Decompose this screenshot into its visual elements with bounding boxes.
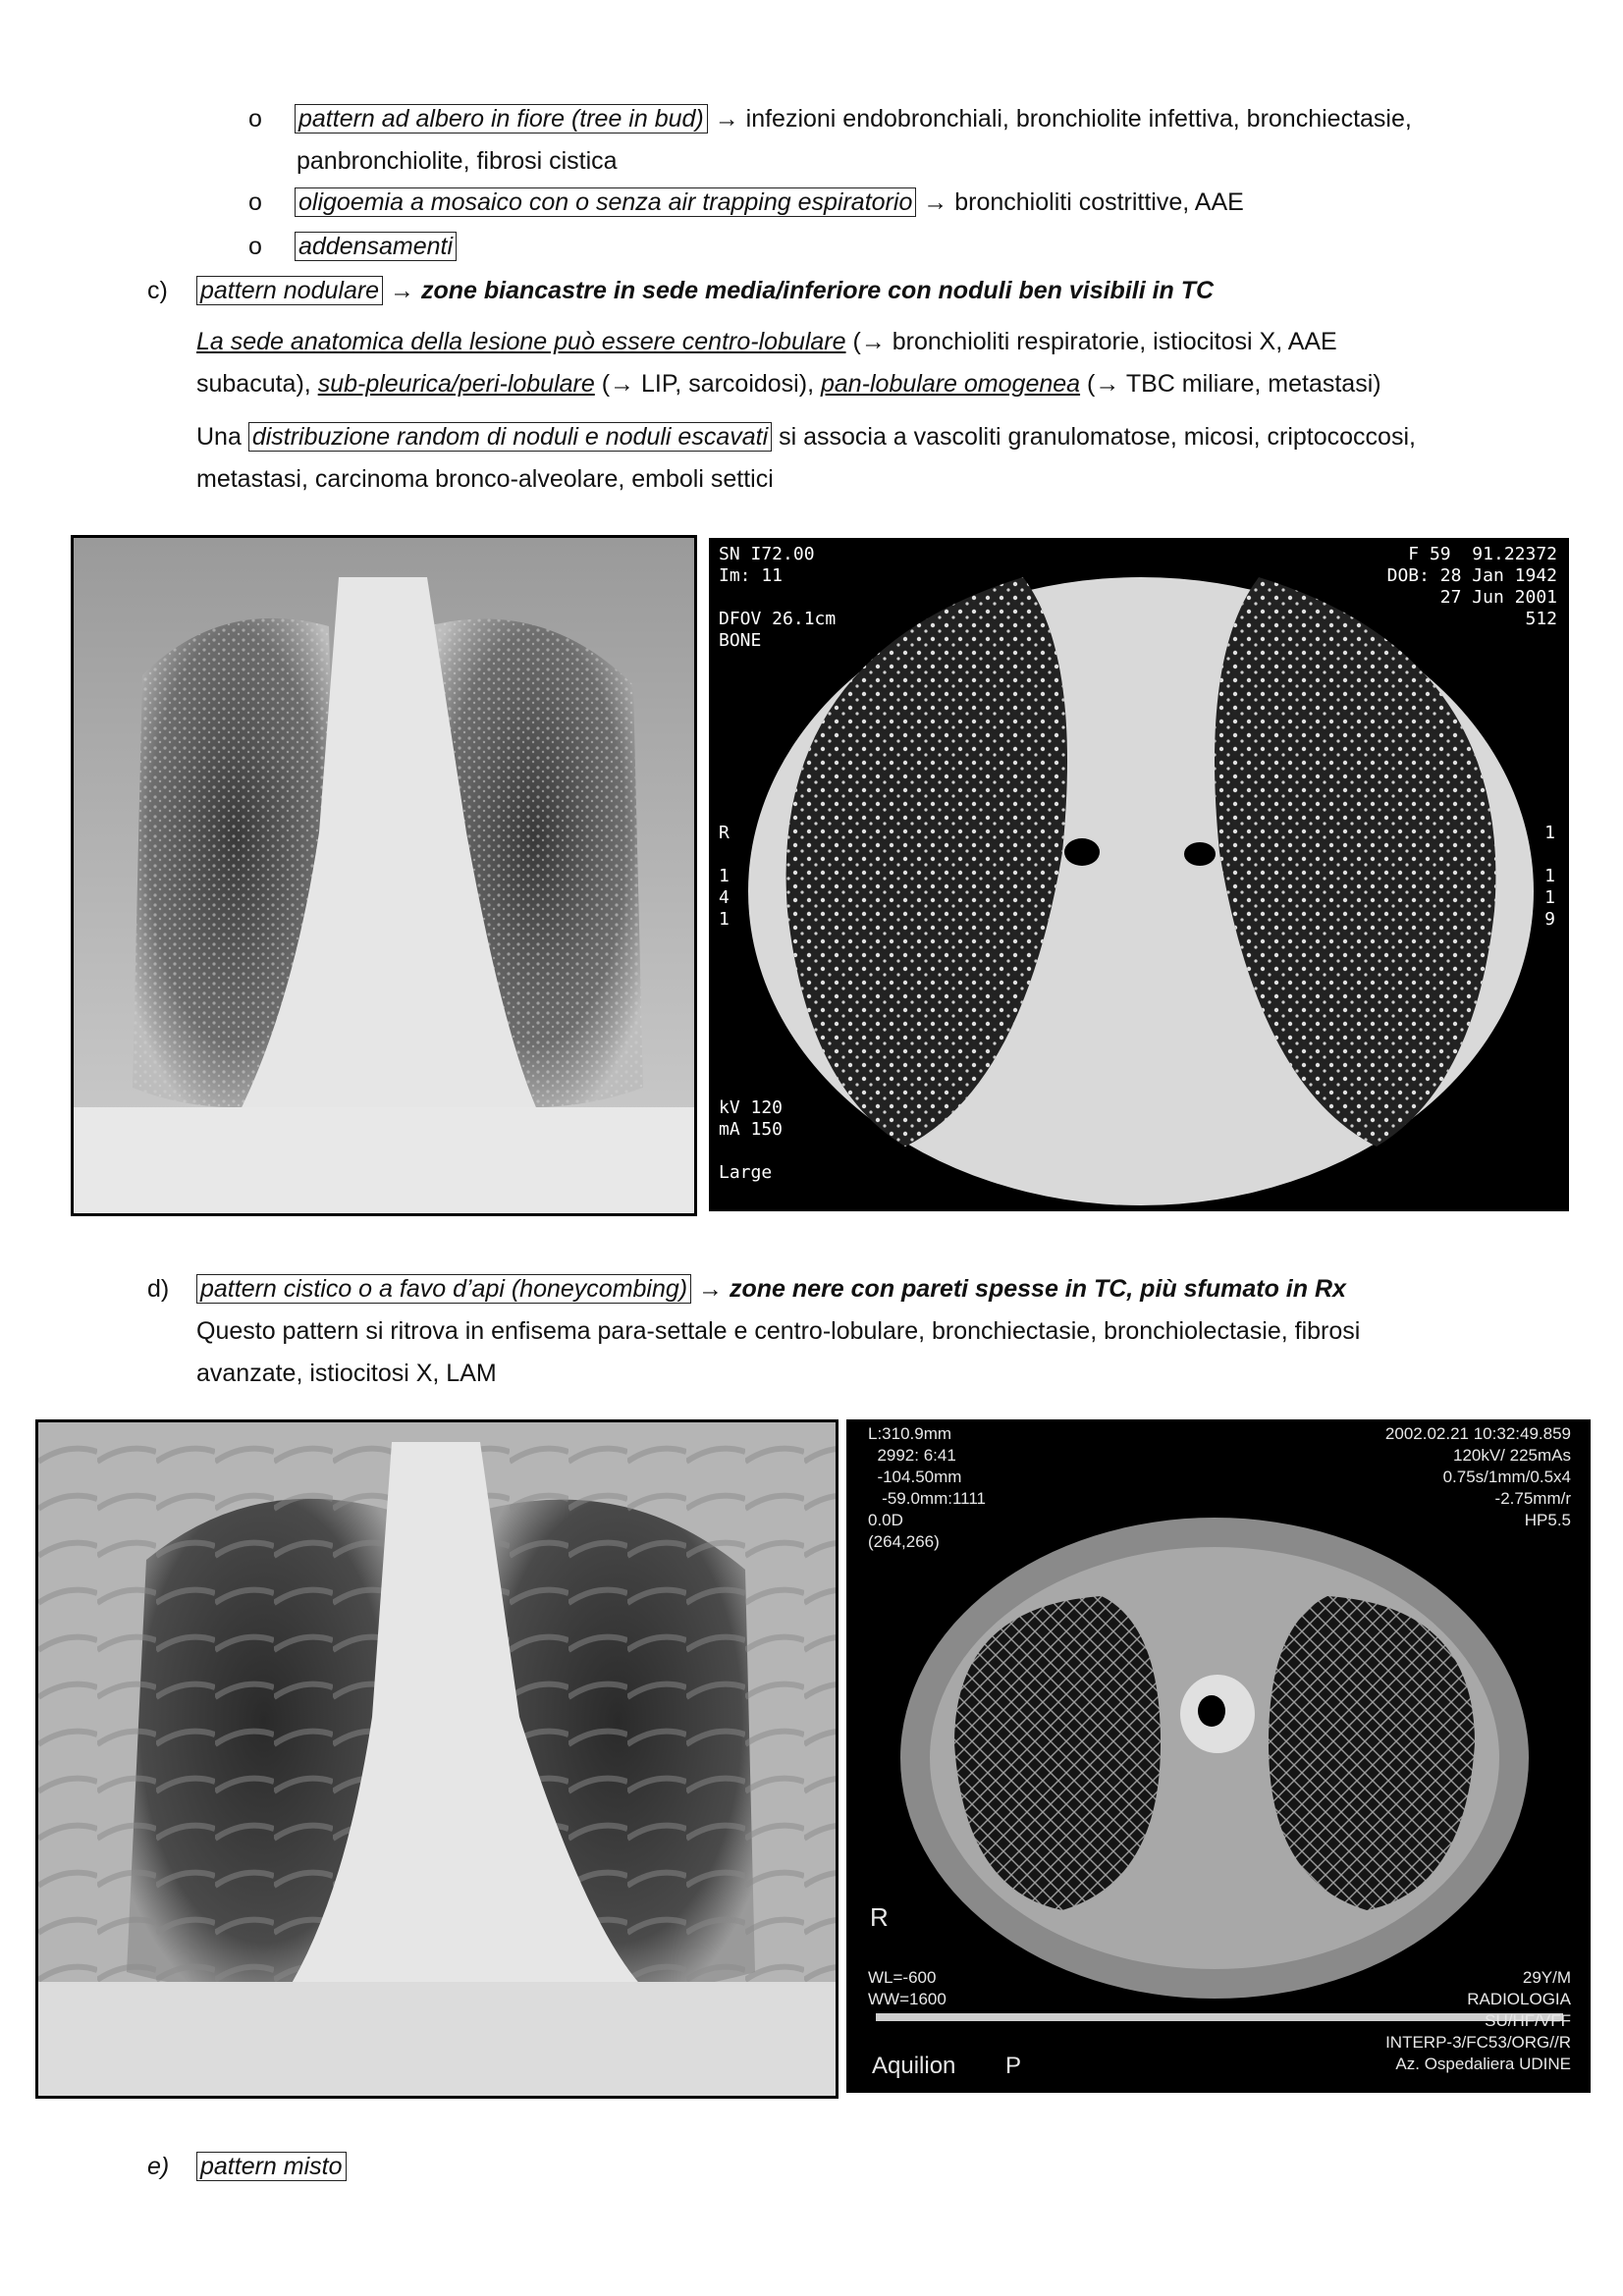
ct-overlay-left-mid: R 1 4 1: [719, 823, 730, 930]
ct-overlay-brand: Aquilion: [872, 2053, 956, 2079]
anatomic-site-1: La sede anatomica della lesione può essere centro-lobulare: [196, 328, 846, 355]
ct-overlay-top-right: 2002.02.21 10:32:49.859 120kV/ 225mAs 0.75s/1mm/0.5x4 -2.75mm/r HP5.5: [1384, 1424, 1571, 1529]
text: Una: [196, 423, 248, 451]
section-letter: d): [147, 1275, 170, 1303]
ct-overlay-p-label: P: [1005, 2053, 1022, 2079]
text: si associa a vascoliti granulomatose, micosi, criptococcosi,: [772, 423, 1416, 451]
boxed-term: pattern ad albero in fiore (tree in bud): [295, 104, 708, 133]
section-letter: c): [147, 277, 168, 304]
text: (→ TBC miliare, metastasi): [1080, 370, 1381, 398]
bullet-marker: o: [248, 233, 262, 260]
section-title: pattern nodulare: [196, 276, 383, 305]
ct-overlay-top-left: L:310.9mm 2992: 6:41 -104.50mm -59.0mm:1111 0.0D (264,266): [868, 1424, 986, 1551]
section-summary: → zone nere con pareti spesse in TC, più sfumato in Rx: [691, 1275, 1346, 1303]
section-summary: → zone biancastre in sede media/inferiore con noduli ben visibili in TC: [383, 277, 1215, 304]
text-line2: metastasi, carcinoma bronco-alveolare, emboli settici: [196, 465, 774, 493]
section-letter: e): [147, 2153, 170, 2180]
anatomic-site-3: pan-lobulare omogenea: [820, 370, 1081, 398]
boxed-term: oligoemia a mosaico con o senza air trapping espiratorio: [295, 187, 916, 217]
text: (→ LIP, sarcoidosi),: [594, 370, 821, 398]
ct-overlay-top-left: SN I72.00 Im: 11 DFOV 26.1cm BONE: [719, 544, 837, 651]
section-title: pattern misto: [196, 2152, 347, 2181]
bullet-marker: o: [248, 188, 262, 216]
ct-scan-nodular-image: [709, 538, 1569, 1211]
paragraph-line2: avanzate, istiocitosi X, LAM: [196, 1360, 497, 1387]
paragraph-line1: Questo pattern si ritrova in enfisema para-settale e centro-lobulare, bronchiectasie, bronchiolectasie, fibrosi: [196, 1317, 1361, 1345]
chest-xray-nodular-image: [71, 535, 697, 1216]
bullet-text: → infezioni endobronchiali, bronchiolite infettiva, bronchiectasie,: [707, 105, 1412, 133]
ct-overlay-bottom-left: kV 120 mA 150 Large: [719, 1097, 784, 1183]
chest-xray-honeycombing-image: [35, 1419, 839, 2099]
text: (→ bronchioliti respiratorie, istiocitosi X, AAE: [845, 328, 1337, 355]
ct-overlay-top-right: F 59 91.22372 DOB: 28 Jan 1942 27 Jun 2001 512: [1386, 544, 1557, 629]
boxed-term: distribuzione random di noduli e noduli escavati: [248, 422, 772, 452]
section-title: pattern cistico o a favo d’api (honeycombing): [196, 1274, 691, 1304]
ct-overlay-bottom-right: 29Y/M RADIOLOGIA SU/HF/VFF INTERP-3/FC53/ORG//R Az. Ospedaliera UDINE: [1385, 1968, 1571, 2073]
ct-scan-honeycombing-image: [846, 1419, 1591, 2093]
ct-overlay-bottom-left: WL=-600 WW=1600: [868, 1968, 947, 2008]
ct-overlay-right-mid: 1 1 1 9: [1544, 823, 1555, 930]
bullet-text-line2: panbronchiolite, fibrosi cistica: [297, 147, 618, 175]
bullet-text: → bronchioliti costrittive, AAE: [916, 188, 1244, 216]
ct-overlay-r-label: R: [870, 1902, 889, 1932]
bullet-marker: o: [248, 105, 262, 133]
anatomic-site-2: sub-pleurica/peri-lobulare: [317, 370, 595, 398]
text: subacuta),: [196, 370, 318, 398]
boxed-term: addensamenti: [295, 232, 457, 261]
